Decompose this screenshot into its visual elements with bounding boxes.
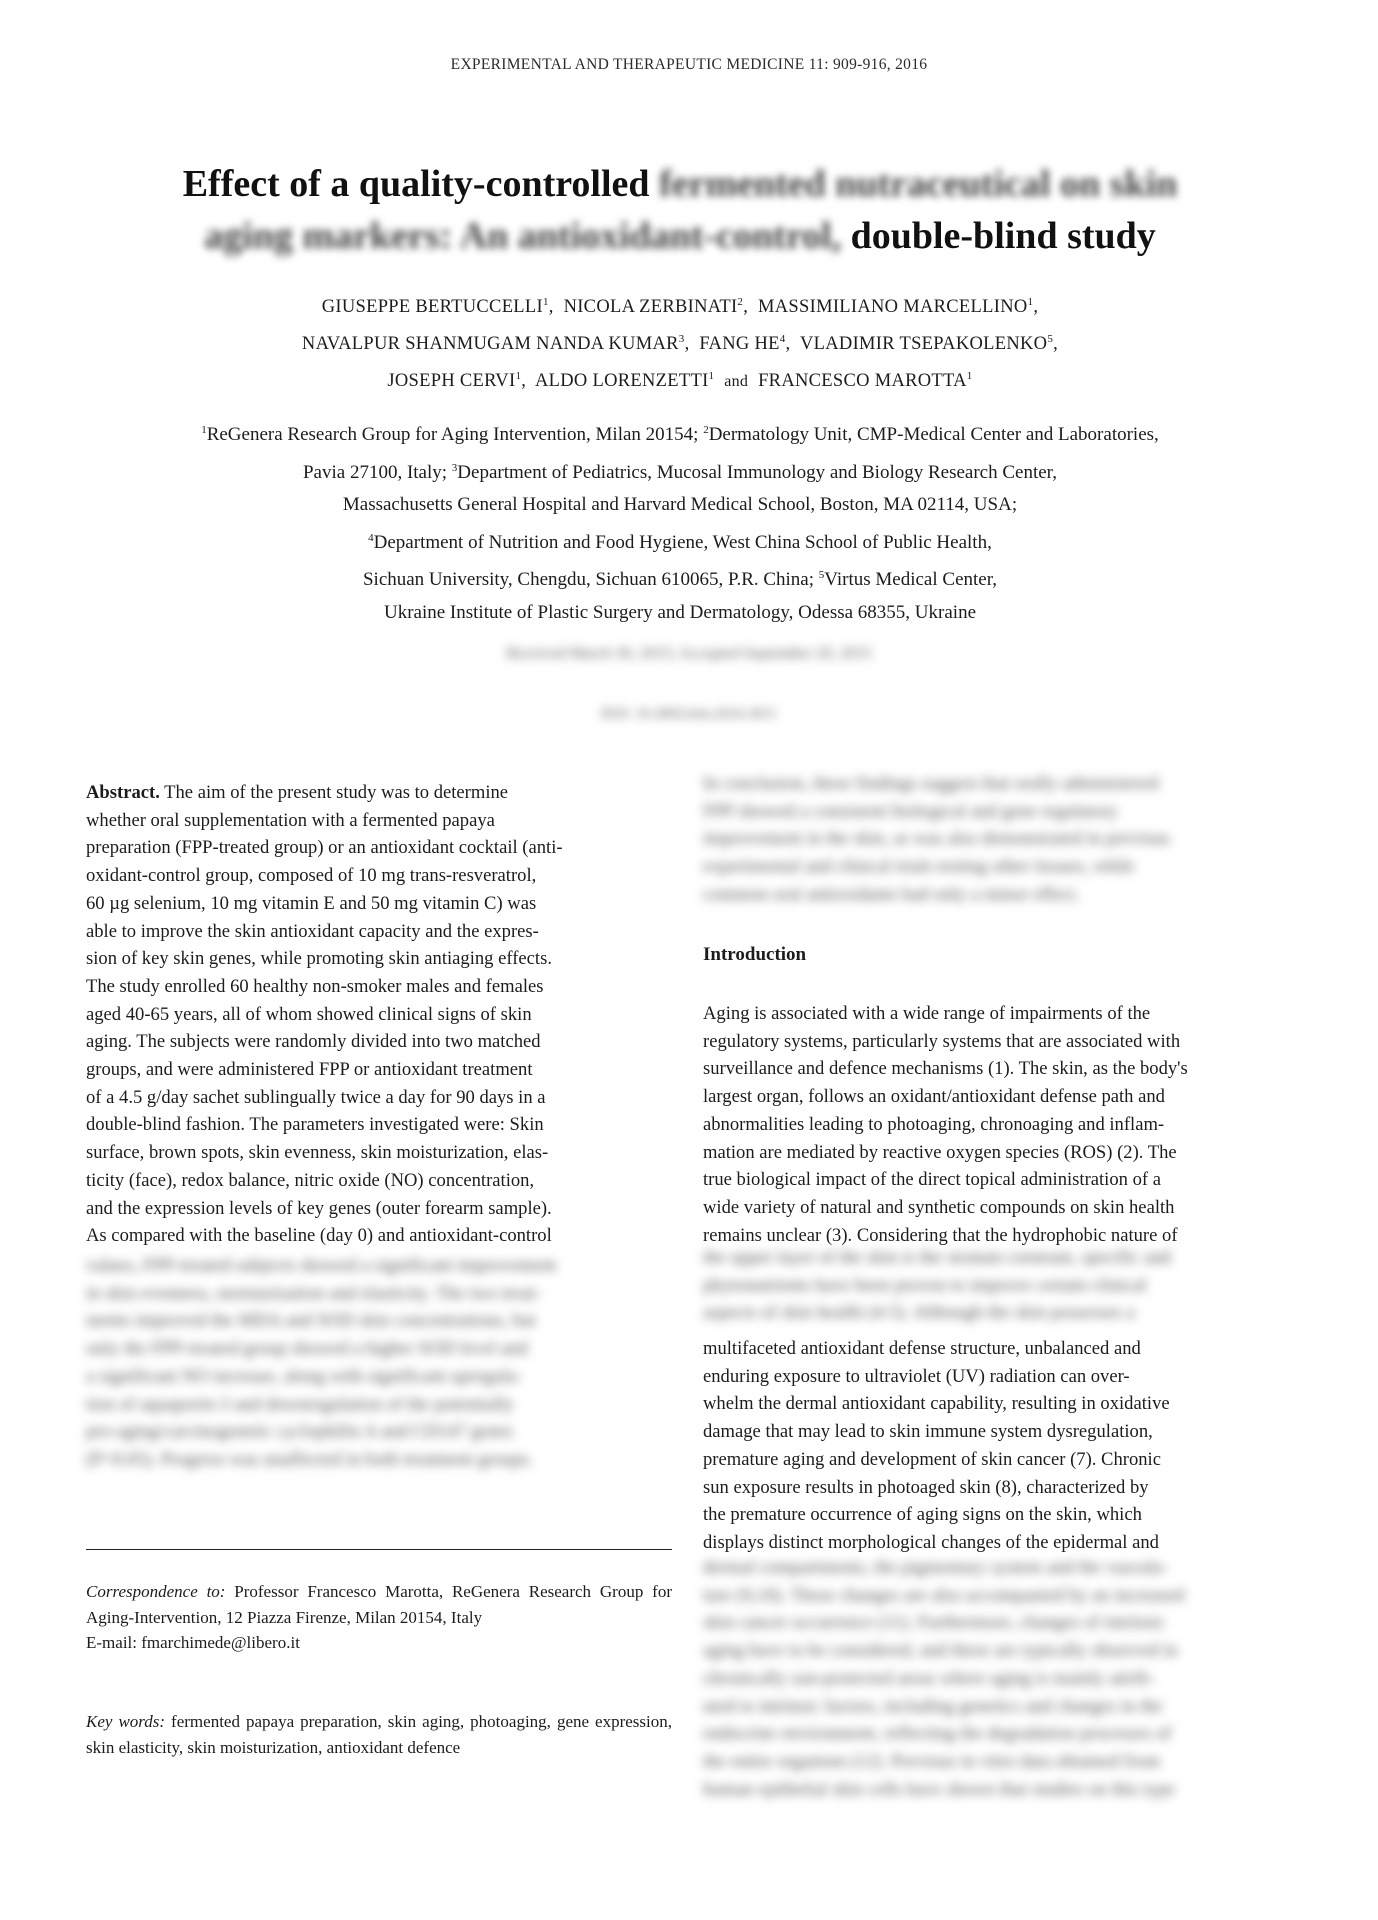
authors-line-2: NAVALPUR SHANMUGAM NANDA KUMAR$^3$, FANG $HE^4$, VLADIMIR TSEPAKOLENKO$^5$, <box>301 333 1059 354</box>
intro-line: largest organ, follows an oxidant/antioxidant defense path and <box>703 1086 1165 1108</box>
abstract-line: As compared with the baseline (day 0) and antioxidant-control <box>86 1225 552 1247</box>
blurred-line: common oral antioxidants had only a minor effect. <box>703 883 1080 905</box>
abstract-blurred-line: a significant NO increase, along with significant upregula- <box>86 1365 522 1387</box>
affiliations <box>60 414 1300 629</box>
blurred-line: aging have to be considered, and these are typically observed in <box>703 1640 1178 1662</box>
abstract-line: 60 µg selenium, 10 mg vitamin E and 50 mg vitamin C) was <box>86 892 537 914</box>
abstract-blurred <box>86 1252 672 1474</box>
blurred-line: skin cancer occurrence (11). Furthermore, changes of intrinsic <box>703 1612 1166 1634</box>
introduction-blurred-bottom <box>703 1554 1289 1803</box>
introduction-paragraph-2 <box>703 1335 1289 1557</box>
author-name: ALDO LORENZETTI <box>535 371 709 391</box>
blurred-line: the entire organism (12). Previous in vitro data obtained from <box>703 1750 1161 1772</box>
blurred-line: In conclusion, these findings suggest that orally administered <box>703 773 1159 794</box>
introduction-heading: Introduction <box>703 944 807 965</box>
affil-text: Department of Nutrition and Food Hygiene, West China School of Public Health, <box>373 531 992 553</box>
abstract-line: ticity (face), redox balance, nitric oxide (NO) concentration, <box>86 1169 535 1191</box>
intro-line: Aging is associated with a wide range of impairments of the <box>703 1003 1151 1024</box>
author-affil-sup: 1 <box>708 370 715 382</box>
keywords-text: fermented papaya preparation, skin aging, photoaging, gene expression, skin elasticity, skin moisturization, antioxidant defence <box>86 1712 673 1757</box>
abstract-label: Abstract. <box>86 782 160 803</box>
abstract-line: and the expression levels of key genes (outer forearm sample). <box>86 1197 552 1219</box>
and-word: and <box>724 373 749 390</box>
affil-text: ReGenera Research Group for Aging Intervention, Milan 20154; <box>206 424 704 445</box>
affil-line-3: Massachusetts General Hospital and Harvard Medical School, Boston, MA 02114, USA; <box>342 494 1018 515</box>
abstract-line: able to improve the skin antioxidant capacity and the expres- <box>86 920 539 942</box>
abstract-line: preparation (FPP-treated group) or an antioxidant cocktail (anti- <box>86 837 563 859</box>
introduction-paragraph-1 <box>703 1000 1289 1249</box>
intro-line: premature aging and development of skin cancer (7). Chronic <box>703 1448 1161 1470</box>
affil-line-2 <box>60 452 1300 490</box>
affil-text: Dermatology Unit, CMP-Medical Center and Laboratories, <box>708 424 1159 445</box>
article-title <box>100 158 1260 262</box>
abstract-line: sion of key skin genes, while promoting skin antiaging effects. <box>86 948 552 970</box>
blurred-line: aspects of skin health (4-5). Although the skin possesses a <box>703 1302 1135 1324</box>
blurred-line: experimental and clinical trials testing other tissues, while <box>703 856 1135 878</box>
abstract-line: surface, brown spots, skin evenness, skin moisturization, elas- <box>86 1142 549 1164</box>
intro-line: abnormalities leading to photoaging, chronoaging and inflam- <box>703 1113 1165 1135</box>
author-name: FRANCESCO MAROTTA <box>758 371 967 391</box>
correspondence-label: Correspondence to: <box>86 1582 226 1601</box>
blurred-line: human epithelial skin cells have shown that studies on this type <box>703 1778 1175 1800</box>
abstract-blurred-line: (P<0.05). Progress was unaffected in both treatment groups. <box>86 1448 534 1470</box>
abstract-line: groups, and were administered FPP or antioxidant treatment <box>86 1059 533 1081</box>
intro-line: the premature occurrence of aging signs on the skin, which <box>703 1504 1142 1526</box>
abstract-line: double-blind fashion. The parameters investigated were: Skin <box>86 1114 544 1136</box>
blurred-line: dermal compartments, the pigmentary system and the vascula- <box>703 1557 1168 1578</box>
abstract-line: The aim of the present study was to determine <box>159 782 509 803</box>
abstract-blurred-line: ments improved the MDA and SOD skin concentrations, but <box>86 1310 536 1332</box>
abstract-line: The study enrolled 60 healthy non-smoker males and females <box>86 975 544 997</box>
intro-line: sun exposure results in photoaged skin (8), characterized by <box>703 1476 1149 1498</box>
author-name: VLADIMIR TSEPAKOLENKO <box>800 334 1048 354</box>
intro-line: damage that may lead to skin immune system dysregulation, <box>703 1421 1153 1443</box>
author-name: GIUSEPPE BERTUCCELLI <box>321 297 543 317</box>
abstract-line: whether oral supplementation with a fermented papaya <box>86 809 495 831</box>
intro-line: wide variety of natural and synthetic compounds on skin health <box>703 1196 1175 1218</box>
affil-sup: 1 <box>201 424 207 436</box>
author-affil-sup: 1 <box>542 296 549 308</box>
intro-line: enduring exposure to ultraviolet (UV) radiation can over- <box>703 1365 1130 1387</box>
intro-line: true biological impact of the direct topical administration of a <box>703 1169 1161 1191</box>
title-part-1: Effect of a quality-controlled <box>182 163 650 205</box>
blurred-line: endocrine environment, reflecting the degradation processes of <box>703 1723 1172 1745</box>
abstract <box>86 779 672 1250</box>
blurred-line: FPP showed a consistent biological and gene regulatory <box>703 800 1119 822</box>
correspondence <box>86 1579 672 1656</box>
blurred-line: chronically sun-protected areas where aging is mainly attrib- <box>703 1667 1155 1689</box>
intro-line: multifaceted antioxidant defense structure, unbalanced and <box>703 1338 1141 1359</box>
author-name: MASSIMILIANO MARCELLINO <box>758 297 1028 317</box>
blurred-line: improvement in the skin, as was also demonstrated in previous <box>703 828 1170 850</box>
abstract-line: aged 40-65 years, all of whom showed clinical signs of skin <box>86 1003 532 1025</box>
abstract-line: oxidant-control group, composed of 10 mg trans-resveratrol, <box>86 865 537 887</box>
running-head: EXPERIMENTAL AND THERAPEUTIC MEDICINE 11: 909-916, 2016 <box>450 56 928 73</box>
abstract-line: aging. The subjects were randomly divided into two matched <box>86 1031 541 1053</box>
intro-line: remains unclear (3). Considering that the hydrophobic nature of <box>703 1224 1178 1246</box>
intro-line: displays distinct morphological changes of the epidermal and <box>703 1531 1159 1553</box>
title-part-2-blurred: fermented nutraceutical on skin <box>659 163 1178 205</box>
correspondence-email[interactable]: E-mail: fmarchimede@libero.it <box>86 1633 300 1652</box>
abstract-line: of a 4.5 g/day sachet sublingually twice a day for 90 days in a <box>86 1086 546 1108</box>
affil-text: Virtus Medical Center, <box>824 569 998 590</box>
affil-text: Department of Pediatrics, Mucosal Immunology and Biology Research Center, <box>457 461 1058 483</box>
affil-sup: 3 <box>451 461 458 474</box>
doi: DOI: 10.3892/etm.2016.3011 <box>600 706 778 722</box>
author-list <box>100 286 1260 398</box>
blurred-line: the upper layer of the skin is the stratum corneum, specific and <box>703 1247 1171 1268</box>
title-part-3-blurred: aging markers: An antioxidant-control, <box>204 215 842 257</box>
intro-line: regulatory systems, particularly systems that are associated with <box>703 1030 1181 1052</box>
received-accepted-dates: Received March 30, 2015; Accepted September 29, 2015 <box>506 645 872 662</box>
intro-line: mation are mediated by reactive oxygen species (ROS) (2). The <box>703 1141 1177 1163</box>
introduction-blurred-middle <box>703 1244 1289 1327</box>
title-part-4: double-blind study <box>841 215 1156 257</box>
author-affil-sup: 1 <box>1027 296 1034 308</box>
affil-line-6: Ukraine Institute of Plastic Surgery and Dermatology, Odessa 68355, Ukraine <box>383 601 977 623</box>
affil-text: Sichuan University, Chengdu, Sichuan 610065, P.R. China; <box>362 569 819 590</box>
authors-line-3: JOSEPH CERVI$^1$, ALDO LORENZETTI$^1$ and FRANCESCO MAROTTA$^1$ <box>387 370 973 391</box>
author-name: NAVALPUR SHANMUGAM NANDA KUMAR <box>301 334 679 354</box>
author-name: NICOLA ZERBINATI <box>563 297 738 317</box>
affil-text: Pavia 27100, Italy; <box>302 461 452 483</box>
abstract-blurred-line: only the FPP-treated group showed a higher SOD level and <box>86 1338 528 1360</box>
authors-line-1: GIUSEPPE BERTUCCELLI$^1$, NICOLA ZERBINATI$^2$, MASSIMILIANO MARCELLINO$^1$, <box>321 296 1039 317</box>
blurred-line: ture (9,10). These changes are also accompanied by an increased <box>703 1584 1185 1606</box>
affil-line-4 <box>60 522 1300 560</box>
correspondence-text: Professor Francesco Marotta, ReGenera Research Group for Aging-Intervention, 12 Piazza Firenze, Milan 20154, Italy <box>86 1582 672 1627</box>
footnote-divider <box>86 1549 672 1550</box>
author-affil-sup: 1 <box>966 370 973 382</box>
blurred-line: uted to intrinsic factors, including genetics and changes in the <box>703 1695 1163 1717</box>
author-affil-sup: 3 <box>678 333 685 345</box>
author-affil-sup: 5 <box>1047 333 1054 345</box>
keywords-label: Key words: <box>86 1712 166 1731</box>
intro-line: surveillance and defence mechanisms (1). The skin, as the body's <box>703 1058 1188 1080</box>
abstract-blurred-line: pro-aging/carcinogenetic cyclophilin A and CD147 genes <box>86 1421 514 1443</box>
keywords <box>86 1709 672 1760</box>
abstract-conclusion-blurred <box>703 770 1289 909</box>
author-name: JOSEPH CERVI <box>387 371 516 391</box>
intro-line: whelm the dermal antioxidant capability, resulting in oxidative <box>703 1393 1170 1415</box>
affil-sup: 2 <box>703 424 709 436</box>
abstract-blurred-line: in skin evenness, moisturization and elasticity. The two treat- <box>86 1282 541 1304</box>
abstract-blurred-line: tion of aquaporin-3 and downregulation of the potentially <box>86 1393 515 1415</box>
affil-line-5 <box>60 559 1300 597</box>
affil-line-1 <box>60 414 1300 452</box>
blurred-line: phytonutrients have been proven to improve certain clinical <box>703 1274 1147 1296</box>
author-affil-sup: 1 <box>515 370 522 382</box>
affil-sup: 5 <box>818 569 825 581</box>
affil-sup: 4 <box>368 531 374 544</box>
author-affil-sup: 2 <box>737 296 744 308</box>
author-name: FANG HE <box>699 334 780 354</box>
author-affil-sup: 4 <box>779 333 786 345</box>
abstract-blurred-line: values, FPP-treated subjects showed a significant improvement <box>86 1255 557 1276</box>
